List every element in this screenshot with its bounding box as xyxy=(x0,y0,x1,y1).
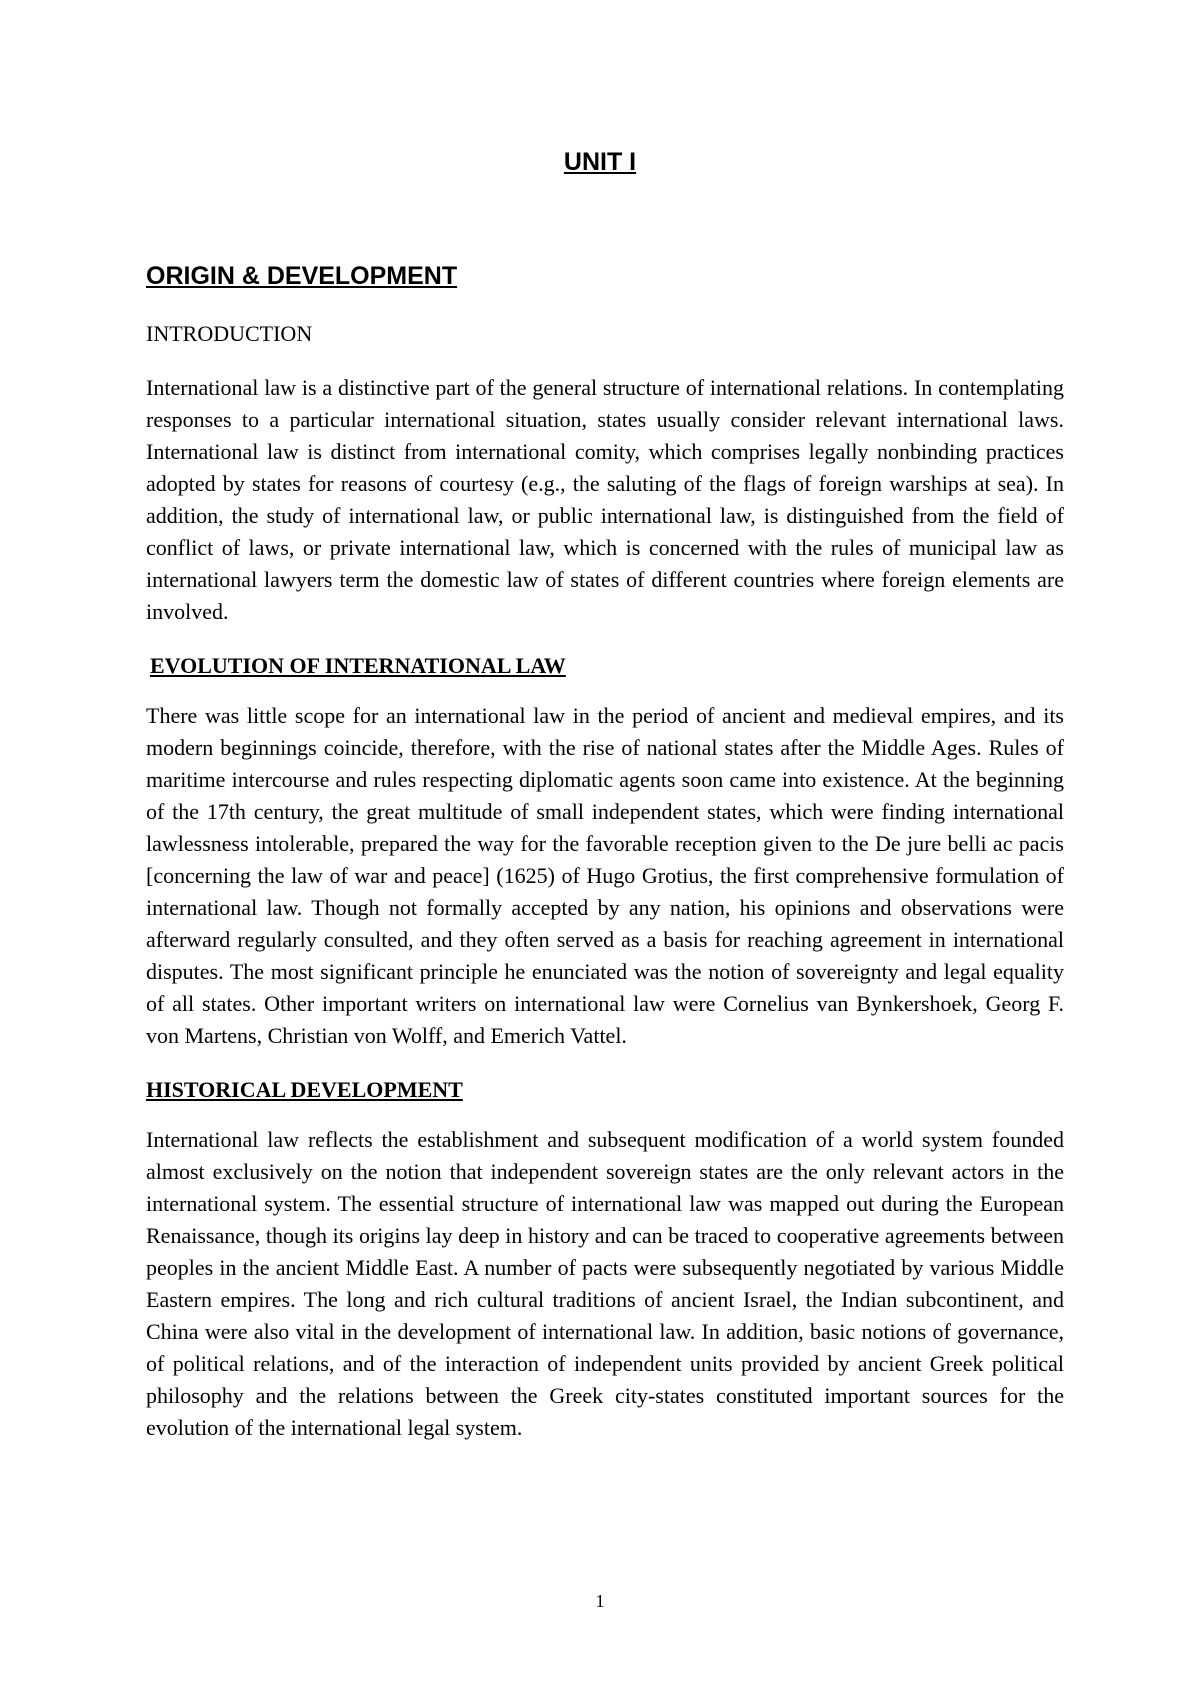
introduction-label: INTRODUCTION xyxy=(146,321,313,346)
section-paragraph-evolution: There was little scope for an international law in the period of ancient and medieval empires, and its modern beginnings coincide, therefore, with the rise of national states after the Middle Ages. Rules of maritime intercourse and rules respecting diplomatic agents soon came into existence. At the beginning of the 17th century, the great multitude of small independent states, which were finding international lawlessness intolerable, prepared the way for the favorable reception given to the De jure belli ac pacis [concerning the law of war and peace] (1625) of Hugo Grotius, the first comprehensive formulation of international law. Though not formally accepted by any nation, his opinions and observations were afterward regularly consulted, and they often served as a basis for reaching agreement in international disputes. The most significant principle he enunciated was the notion of sovereignty and legal equality of all states. Other important writers on international law were Cornelius van Bynkershoek, Georg F. von Martens, Christian von Wolff, and Emerich Vattel. xyxy=(146,703,1064,1048)
section-paragraph-historical: International law reflects the establishment and subsequent modification of a world system founded almost exclusively on the notion that independent sovereign states are the only relevant actors in the international system. The essential structure of international law was mapped out during the European Renaissance, though its origins lay deep in history and can be traced to cooperative agreements between peoples in the ancient Middle East. A number of pacts were subsequently negotiated by various Middle Eastern empires. The long and rich cultural traditions of ancient Israel, the Indian subcontinent, and China were also vital in the development of international law. In addition, basic notions of governance, of political relations, and of the interaction of independent units provided by ancient Greek political philosophy and the relations between the Greek city-states constituted important sources for the evolution of the international legal system. xyxy=(146,1127,1064,1440)
introduction-paragraph: International law is a distinctive part of the general structure of international relations. In contemplating responses to a particular international situation, states usually consider relevant international laws. International law is distinct from international comity, which comprises legally nonbinding practices adopted by states for reasons of courtesy (e.g., the saluting of the flags of foreign warships at sea). In addition, the study of international law, or public international law, is distinguished from the field of conflict of laws, or private international law, which is concerned with the rules of municipal law as international lawyers term the domestic law of states of different countries where foreign elements are involved. xyxy=(146,375,1064,624)
document-body xyxy=(146,318,1064,1466)
section-heading-historical: HISTORICAL DEVELOPMENT xyxy=(146,1077,463,1102)
unit-title: UNIT I xyxy=(563,148,637,176)
chapter-title: ORIGIN & DEVELOPMENT xyxy=(146,262,458,290)
section-heading-evolution: EVOLUTION OF INTERNATIONAL LAW xyxy=(150,653,566,678)
page-number: 1 xyxy=(595,1591,605,1611)
